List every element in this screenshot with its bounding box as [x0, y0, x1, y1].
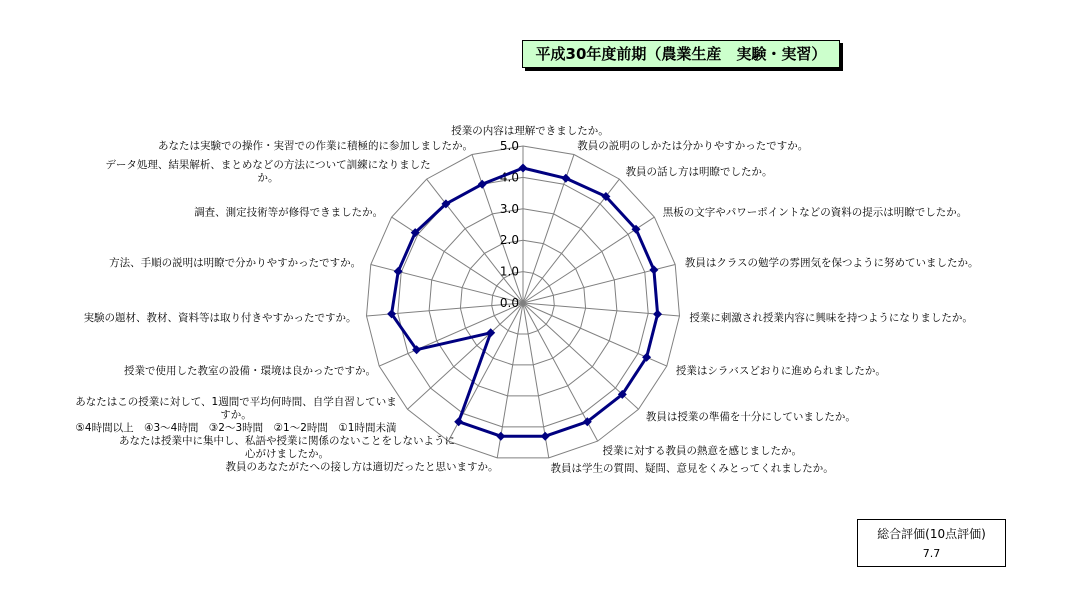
axis-category-label: 授業に刺激され授業内容に興味を持つようになりましたか。	[689, 311, 973, 324]
data-point	[519, 164, 528, 173]
data-point	[454, 417, 463, 426]
axis-category-label: 調査、測定技術等が修得できましたか。	[194, 206, 384, 219]
data-point	[561, 174, 570, 183]
tick-label: 2.0	[499, 233, 519, 248]
grid-spoke	[408, 303, 524, 409]
axis-category-label: あなたはこの授業に対して、1週間で平均何時間、自学自習していますか。 ⑤4時間以上 ④3～4時間 ③2～3時間 ②1～2時間 ①1時間未満	[75, 396, 397, 434]
axis-category-label: 教員は学生の質問、疑問、意見をくみとってくれましたか。	[550, 462, 834, 475]
data-point	[496, 432, 505, 441]
tick-label: 0.0	[499, 296, 519, 310]
axis-category-label: 授業に対する教員の熱意を感じましたか。	[602, 444, 802, 457]
axis-category-label: 教員の話し方は明瞭でしたか。	[625, 166, 773, 179]
grid-spoke	[392, 217, 523, 303]
summary-score-label: 総合評価(10点評価)	[877, 527, 986, 541]
axis-category-label: 教員のあなたがたへの接し方は適切だったと思いますか。	[225, 461, 499, 473]
data-point	[649, 265, 658, 274]
summary-score-box	[857, 519, 1006, 567]
grid-spoke	[379, 303, 523, 366]
axis-category-label: あなたは授業中に集中し、私語や授業に関係のないことをしないように心がけましたか。	[119, 435, 455, 460]
axis-category-label: 黒板の文字やパワーポイントなどの資料の提示は明瞭でしたか。	[662, 206, 968, 219]
tick-label: 5.0	[499, 139, 519, 153]
tick-label: 4.0	[499, 170, 519, 185]
axis-category-label: 授業の内容は理解できましたか。	[451, 125, 609, 137]
summary-score-value: 7.7	[922, 547, 941, 560]
chart-title: 平成30年度前期（農業生産 実験・実習）	[522, 40, 840, 68]
data-point	[653, 310, 662, 319]
axis-category-label: 授業で使用した教室の設備・環境は良かったですか。	[124, 365, 376, 377]
axis-category-label: あなたは実験での操作・実習での作業に積極的に参加しましたか。	[158, 140, 473, 152]
axis-category-label: 教員はクラスの勉学の雰囲気を保つように努めていましたか。	[684, 257, 979, 270]
axis-category-label: 実験の題材、教材、資料等は取り付きやすかったですか。	[83, 311, 357, 324]
axis-category-label: 授業はシラバスどおりに進められましたか。	[675, 365, 886, 378]
tick-label: 1.0	[499, 264, 519, 279]
axis-category-label: 教員は授業の準備を十分にしていましたか。	[645, 411, 856, 424]
tick-label: 3.0	[499, 201, 519, 216]
axis-category-label: 方法、手順の説明は明瞭で分かりやすかったですか。	[109, 257, 362, 270]
axis-category-label: 教員の説明のしかたは分かりやすかったですか。	[577, 140, 809, 153]
axis-category-label: データ処理、結果解析、まとめなどの方法について訓練になりましたか。	[105, 159, 431, 184]
data-point	[541, 432, 550, 441]
